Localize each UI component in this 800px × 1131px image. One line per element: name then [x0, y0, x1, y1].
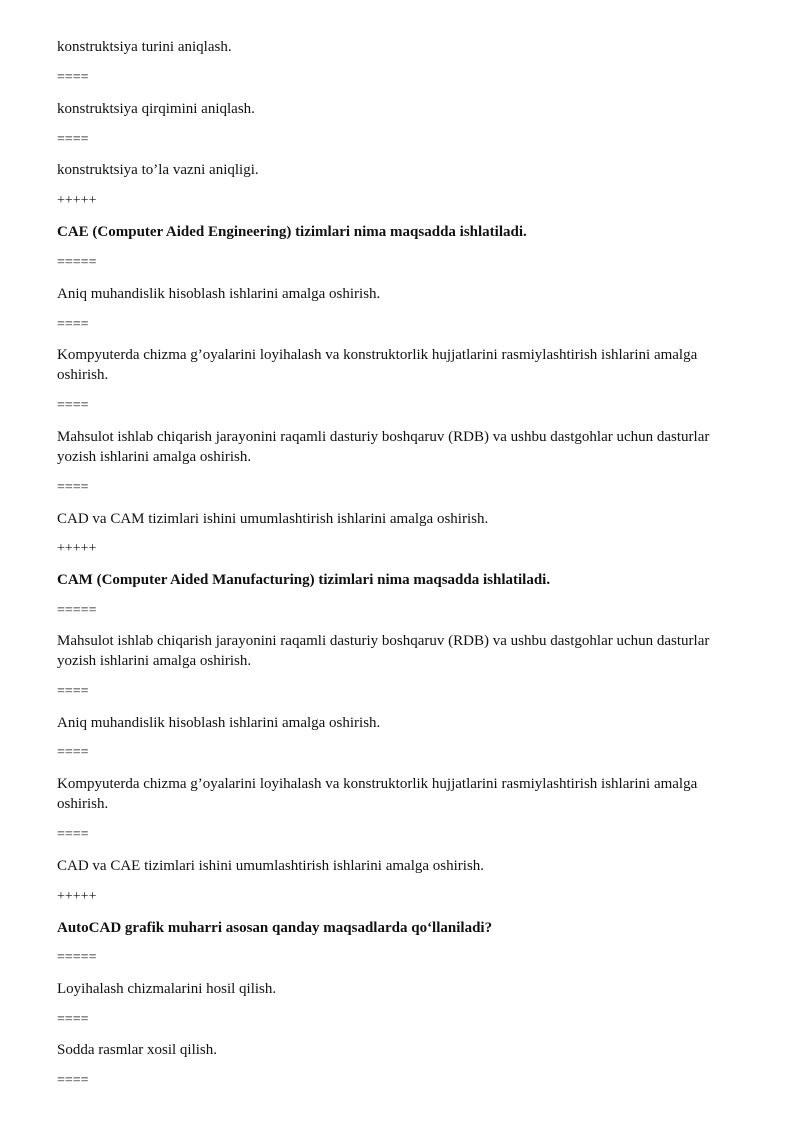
answer-option: Kompyuterda chizma g’oyalarini loyihalash va konstruktorlik hujjatlarini rasmiylashtirish ishlarini amalga oshirish.	[57, 776, 698, 812]
option-separator: ====	[57, 1012, 89, 1027]
question-text: CAE (Computer Aided Engineering) tizimlari nima maqsadda ishlatiladi.	[57, 224, 527, 240]
option-separator: ====	[57, 70, 89, 85]
question-separator: +++++	[57, 889, 97, 904]
option-separator: ====	[57, 132, 89, 147]
answer-option: Sodda rasmlar xosil qilish.	[57, 1042, 217, 1058]
answer-option: konstruktsiya turini aniqlash.	[57, 39, 232, 55]
question-separator: +++++	[57, 541, 97, 556]
answer-option: konstruktsiya to’la vazni aniqligi.	[57, 162, 259, 178]
option-separator: ====	[57, 480, 89, 495]
correct-answer-separator: =====	[57, 603, 97, 618]
answer-option: Aniq muhandislik hisoblash ishlarini amalga oshirish.	[57, 286, 381, 302]
question-text: AutoCAD grafik muharri asosan qanday maqsadlarda qo‘llaniladi?	[57, 920, 493, 936]
question-text: CAM (Computer Aided Manufacturing) tizimlari nima maqsadda ishlatiladi.	[57, 572, 551, 588]
option-separator: ====	[57, 1073, 89, 1088]
answer-option: Loyihalash chizmalarini hosil qilish.	[57, 981, 277, 997]
option-separator: ====	[57, 684, 89, 699]
option-separator: ====	[57, 398, 89, 413]
answer-option: Aniq muhandislik hisoblash ishlarini amalga oshirish.	[57, 715, 381, 731]
option-separator: ====	[57, 745, 89, 760]
answer-option: Mahsulot ishlab chiqarish jarayonini raqamli dasturiy boshqaruv (RDB) va ushbu dastgohlar uchun dasturlar yozish ishlarini amalga oshirish.	[57, 633, 710, 669]
answer-option: Kompyuterda chizma g’oyalarini loyihalash va konstruktorlik hujjatlarini rasmiylashtirish ishlarini amalga oshirish.	[57, 347, 698, 383]
answer-option: konstruktsiya qirqimini aniqlash.	[57, 101, 255, 117]
option-separator: ====	[57, 317, 89, 332]
answer-option: CAD va CAE tizimlari ishini umumlashtirish ishlarini amalga oshirish.	[57, 858, 485, 874]
correct-answer-separator: =====	[57, 950, 97, 965]
question-separator: +++++	[57, 193, 97, 208]
answer-option: CAD va CAM tizimlari ishini umumlashtirish ishlarini amalga oshirish.	[57, 511, 489, 527]
correct-answer-separator: =====	[57, 255, 97, 270]
option-separator: ====	[57, 827, 89, 842]
answer-option: Mahsulot ishlab chiqarish jarayonini raqamli dasturiy boshqaruv (RDB) va ushbu dastgohlar uchun dasturlar yozish ishlarini amalga oshirish.	[57, 429, 710, 465]
